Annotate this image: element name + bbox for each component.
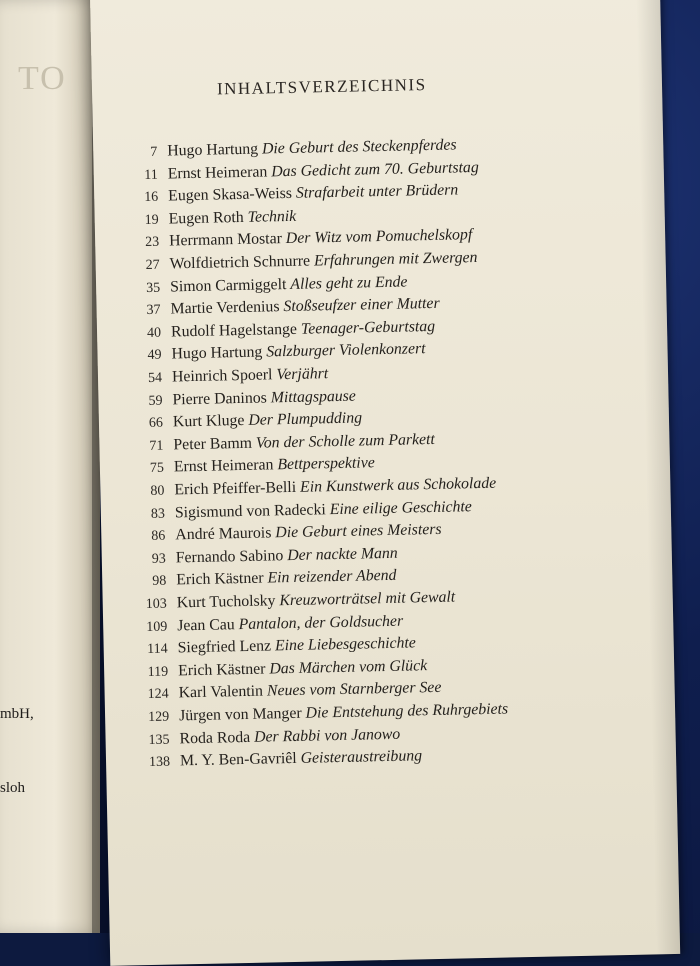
toc-page-number: 80 <box>150 483 165 499</box>
toc-author: André Maurois <box>175 524 272 544</box>
toc-page-number: 54 <box>147 370 163 386</box>
toc-page-number: 124 <box>147 686 169 703</box>
toc-page-number: 19 <box>144 212 159 228</box>
toc-author: Hugo Hartung <box>171 343 263 363</box>
toc-author: Erich Pfeiffer-Belli <box>174 478 297 499</box>
toc-work-title: Bettperspektive <box>277 454 375 474</box>
left-page-faint-mark: TO <box>18 60 67 97</box>
toc-work-title: Von der Scholle zum Parkett <box>255 430 436 452</box>
toc-page-number: 98 <box>152 573 167 590</box>
toc-author: Fernando Sabino <box>175 546 284 567</box>
toc-page-number: 114 <box>147 641 168 658</box>
toc-page-number: 75 <box>149 461 165 477</box>
toc-author: Erich Kästner <box>176 569 264 589</box>
toc-work-title: Die Geburt des Steckenpferdes <box>261 136 457 158</box>
toc-work-title: Ein Kunstwerk aus Schokolade <box>299 474 497 496</box>
toc-author: Herrmann Mostar <box>168 230 283 250</box>
page-title: INHALTSVERZEICHNIS <box>216 75 427 99</box>
toc-page-number: 37 <box>146 302 161 319</box>
toc-work-title: Teenager-Geburtstag <box>300 317 436 338</box>
toc-work-title: Erfahrungen mit Zwergen <box>313 249 478 270</box>
toc-author: Jean Cau <box>177 615 235 634</box>
toc-author: Siegfried Lenz <box>177 637 272 657</box>
toc-author: Roda Roda <box>179 728 251 747</box>
toc-work-title: Das Märchen vom Glück <box>269 656 428 678</box>
toc-work-title: Geisteraustreibung <box>300 747 423 768</box>
toc-page-number: 35 <box>145 280 161 296</box>
toc-work-title: Technik <box>247 207 297 226</box>
toc-page-number: 23 <box>145 235 160 251</box>
toc-work-title: Neues vom Starnberger See <box>266 679 442 700</box>
toc-page-number: 119 <box>147 664 169 680</box>
toc-page-number: 129 <box>147 709 170 726</box>
toc-author: Jürgen von Manger <box>178 704 302 725</box>
toc-work-title: Salzburger Violenkonzert <box>266 340 426 361</box>
toc-work-title: Der Witz vom Pomuchelskopf <box>285 226 473 248</box>
toc-work-title: Verjährt <box>276 365 329 384</box>
toc-author: Ernst Heimeran <box>167 162 268 183</box>
toc-page-number: 16 <box>144 189 159 206</box>
toc-page-number: 103 <box>145 596 167 613</box>
toc-work-title: Stoßseufzer einer Mutter <box>283 295 440 316</box>
toc-work-title: Eine eilige Geschichte <box>329 497 472 518</box>
toc-work-title: Mittagspause <box>270 387 357 406</box>
toc-author: Kurt Kluge <box>172 412 245 431</box>
toc-work-title: Alles geht zu Ende <box>290 273 408 293</box>
toc-page-number: 71 <box>149 438 164 454</box>
toc-author: Ernst Heimeran <box>173 456 274 476</box>
toc-page-number: 40 <box>146 325 162 341</box>
left-page-snippet-1: mbH, <box>0 706 34 722</box>
toc-page-number: 27 <box>145 257 160 273</box>
toc-author: Rudolf Hagelstange <box>170 320 298 341</box>
toc-page-number: 93 <box>151 551 166 567</box>
toc-page-number: 59 <box>148 393 163 409</box>
toc-page-number: 7 <box>150 144 158 160</box>
toc-page-number: 135 <box>148 732 170 748</box>
toc-page-number: 66 <box>148 415 164 432</box>
table-of-contents <box>113 133 613 771</box>
toc-author: Pierre Daninos <box>172 389 267 409</box>
toc-author: Peter Bamm <box>173 434 253 454</box>
toc-author: Sigismund von Radecki <box>174 500 326 522</box>
toc-work-title: Der Plumpudding <box>248 409 363 430</box>
toc-page-number: 138 <box>148 754 171 771</box>
toc-author: Wolfdietrich Schnurre <box>169 252 311 273</box>
toc-work-title: Die Geburt eines Meisters <box>275 521 442 542</box>
toc-entry <box>115 208 297 234</box>
toc-work-title: Pantalon, der Goldsucher <box>238 612 404 633</box>
toc-page-number: 11 <box>144 167 158 183</box>
toc-author: Eugen Skasa-Weiss <box>168 185 293 205</box>
toc-work-title: Der Rabbi von Janowo <box>253 725 401 746</box>
toc-work-title: Eine Liebesgeschichte <box>274 634 417 655</box>
toc-page-number: 83 <box>150 506 166 522</box>
toc-author: Kurt Tucholsky <box>176 592 276 612</box>
toc-author: M. Y. Ben-Gavriêl <box>179 750 297 770</box>
toc-work-title: Strafarbeit unter Brüdern <box>295 181 459 202</box>
left-page <box>0 0 100 933</box>
toc-author: Karl Valentin <box>178 682 264 702</box>
toc-work-title: Der nackte Mann <box>287 544 398 564</box>
book-page <box>90 0 680 966</box>
toc-author: Erich Kästner <box>177 660 266 680</box>
toc-author: Eugen Roth <box>168 208 244 228</box>
toc-work-title: Ein reizender Abend <box>267 567 397 587</box>
toc-work-title: Kreuzworträtsel mit Gewalt <box>279 588 456 610</box>
toc-page-number: 109 <box>146 619 168 635</box>
toc-work-title: Das Gedicht zum 70. Geburtstag <box>271 158 479 180</box>
toc-work-title: Die Entstehung des Ruhrgebiets <box>305 700 509 722</box>
toc-author: Heinrich Spoerl <box>171 366 273 386</box>
toc-author: Martie Verdenius <box>170 298 280 318</box>
toc-page-number: 49 <box>147 348 162 364</box>
left-page-snippet-2: sloh <box>0 780 26 796</box>
toc-author: Simon Carmiggelt <box>169 275 287 296</box>
toc-author: Hugo Hartung <box>167 140 259 160</box>
toc-page-number: 86 <box>151 528 166 545</box>
